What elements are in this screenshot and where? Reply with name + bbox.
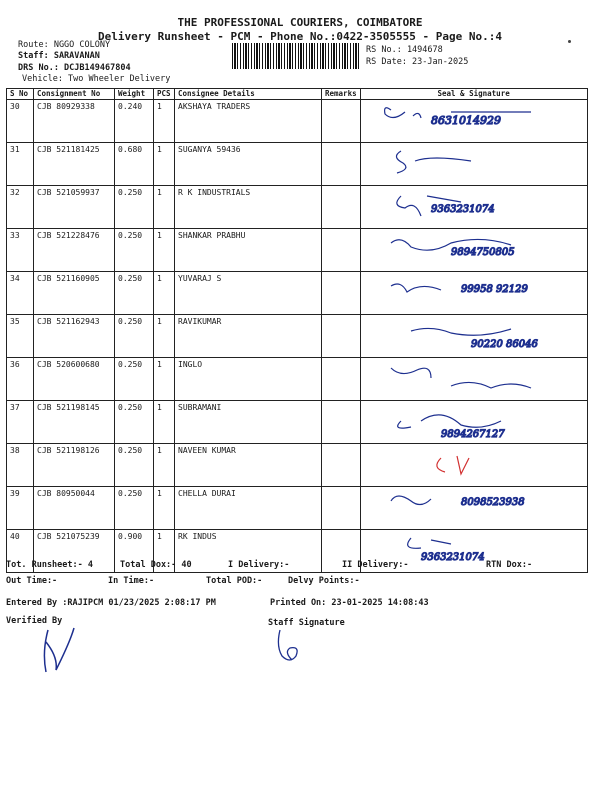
handwritten-signature [361, 186, 581, 224]
rs-date: RS Date: 23-Jan-2025 [366, 57, 469, 67]
delvy-points: Delvy Points:- [288, 576, 360, 586]
handwritten-signature [361, 487, 581, 525]
svg-text:9894750805: 9894750805 [450, 247, 515, 258]
row-pcs: 1 [154, 401, 175, 444]
row-consignment-no: CJB 521198126 [34, 444, 115, 487]
handwritten-signature [361, 100, 581, 138]
rs-no: RS No.: 1494678 [366, 45, 443, 55]
row-consignee: RAVIKUMAR [175, 315, 322, 358]
table-header-row [7, 89, 588, 100]
row-consignee: YUVARAJ S [175, 272, 322, 315]
staff-label: Staff: SARAVANAN [18, 51, 100, 61]
row-sno: 38 [7, 444, 34, 487]
row-signature-cell [360, 100, 587, 143]
row-consignee: NAVEEN KUMAR [175, 444, 322, 487]
col-consignee: Consignee Details [175, 89, 322, 100]
verified-by-label: Verified By [6, 616, 63, 626]
row-remarks [322, 315, 361, 358]
row-signature-cell [360, 315, 587, 358]
route-label: Route: NGGO COLONY [18, 40, 111, 50]
handwritten-signature [361, 143, 581, 181]
entered-by: Entered By :RAJIPCM 01/23/2025 2:08:17 PM [6, 598, 216, 608]
row-sno: 39 [7, 487, 34, 530]
row-consignment-no: CJB 80950044 [34, 487, 115, 530]
col-signature: Seal & Signature [360, 89, 587, 100]
row-consignment-no: CJB 521075239 [34, 530, 115, 573]
row-pcs: 1 [154, 358, 175, 401]
row-pcs: 1 [154, 100, 175, 143]
row-remarks [322, 487, 361, 530]
verified-by-signature [30, 622, 90, 682]
row-pcs: 1 [154, 272, 175, 315]
svg-text:9363231074: 9363231074 [430, 204, 495, 215]
row-weight: 0.250 [115, 186, 154, 229]
total-pod: Total POD:- [206, 576, 263, 586]
print-speck [568, 40, 571, 43]
row-weight: 0.250 [115, 401, 154, 444]
row-consignee: SUBRAMANI [175, 401, 322, 444]
table-row [7, 358, 588, 401]
col-consignment: Consignment No [34, 89, 115, 100]
staff-signature-label: Staff Signature [268, 618, 345, 628]
row-consignee: R K INDUSTRIALS [175, 186, 322, 229]
row-sno: 32 [7, 186, 34, 229]
row-pcs: 1 [154, 444, 175, 487]
total-dox: Total Dox:- 40 [120, 560, 192, 570]
row-consignment-no: CJB 521160905 [34, 272, 115, 315]
row-pcs: 1 [154, 315, 175, 358]
row-sno: 30 [7, 100, 34, 143]
col-sno: S No [7, 89, 34, 100]
row-consignment-no: CJB 521228476 [34, 229, 115, 272]
row-weight: 0.900 [115, 530, 154, 573]
printed-on: Printed On: 23-01-2025 14:08:43 [270, 598, 429, 608]
row-consignment-no: CJB 520600680 [34, 358, 115, 401]
svg-text:90220 86046: 90220 86046 [470, 339, 538, 350]
tot-runsheet: Tot. Runsheet:- 4 [6, 560, 93, 570]
handwritten-signature [361, 444, 581, 482]
handwritten-signature [361, 358, 581, 396]
row-remarks [322, 272, 361, 315]
row-consignment-no: CJB 521198145 [34, 401, 115, 444]
document-subtitle: Delivery Runsheet - PCM - Phone No.:0422-3505555 - Page No.:4 [98, 30, 502, 43]
row-signature-cell [360, 272, 587, 315]
row-sno: 34 [7, 272, 34, 315]
table-row [7, 186, 588, 229]
table-row [7, 315, 588, 358]
ii-delivery: II Delivery:- [342, 560, 409, 570]
barcode [232, 43, 360, 69]
row-remarks [322, 401, 361, 444]
drs-label: DRS No.: DCJB149467804 [18, 63, 131, 73]
row-pcs: 1 [154, 229, 175, 272]
row-signature-cell [360, 487, 587, 530]
in-time: In Time:- [108, 576, 155, 586]
row-signature-cell [360, 229, 587, 272]
row-signature-cell [360, 143, 587, 186]
col-weight: Weight [115, 89, 154, 100]
svg-text:8631014929: 8631014929 [430, 114, 501, 127]
row-sno: 33 [7, 229, 34, 272]
row-sno: 31 [7, 143, 34, 186]
row-remarks [322, 143, 361, 186]
runsheet-table [6, 88, 588, 573]
out-time: Out Time:- [6, 576, 58, 586]
table-row [7, 143, 588, 186]
table-row [7, 444, 588, 487]
handwritten-signature [361, 229, 581, 267]
table-row [7, 487, 588, 530]
svg-text:99958 92129: 99958 92129 [460, 284, 528, 295]
row-weight: 0.250 [115, 358, 154, 401]
row-pcs: 1 [154, 143, 175, 186]
table-row [7, 401, 588, 444]
row-consignment-no: CJB 521162943 [34, 315, 115, 358]
row-consignee: CHELLA DURAI [175, 487, 322, 530]
row-signature-cell [360, 358, 587, 401]
row-weight: 0.250 [115, 315, 154, 358]
document-title: THE PROFESSIONAL COURIERS, COIMBATORE [177, 16, 423, 29]
i-delivery: I Delivery:- [228, 560, 290, 570]
table-row [7, 100, 588, 143]
row-consignee: AKSHAYA TRADERS [175, 100, 322, 143]
row-sno: 35 [7, 315, 34, 358]
vehicle-label: Vehicle: Two Wheeler Delivery [22, 74, 171, 84]
row-consignment-no: CJB 521181425 [34, 143, 115, 186]
row-consignee: SHANKAR PRABHU [175, 229, 322, 272]
handwritten-signature [361, 401, 581, 439]
svg-text:9363231074: 9363231074 [420, 552, 485, 563]
col-remarks: Remarks [322, 89, 361, 100]
row-consignee: SUGANYA 59436 [175, 143, 322, 186]
row-consignment-no: CJB 80929338 [34, 100, 115, 143]
row-remarks [322, 444, 361, 487]
staff-signature-mark [270, 626, 320, 676]
row-pcs: 1 [154, 487, 175, 530]
row-remarks [322, 358, 361, 401]
row-pcs: 1 [154, 530, 175, 573]
row-consignment-no: CJB 521059937 [34, 186, 115, 229]
row-sno: 36 [7, 358, 34, 401]
row-weight: 0.240 [115, 100, 154, 143]
handwritten-signature [361, 315, 581, 353]
handwritten-signature [361, 272, 581, 310]
svg-text:9894267127: 9894267127 [440, 429, 505, 439]
row-sno: 37 [7, 401, 34, 444]
table-row [7, 272, 588, 315]
row-remarks [322, 229, 361, 272]
row-consignee: INGLO [175, 358, 322, 401]
row-weight: 0.250 [115, 487, 154, 530]
row-weight: 0.250 [115, 444, 154, 487]
row-remarks [322, 186, 361, 229]
row-signature-cell [360, 444, 587, 487]
row-remarks [322, 100, 361, 143]
row-weight: 0.250 [115, 272, 154, 315]
row-sno: 40 [7, 530, 34, 573]
row-weight: 0.680 [115, 143, 154, 186]
row-pcs: 1 [154, 186, 175, 229]
col-pcs: PCS [154, 89, 175, 100]
svg-text:8098523938: 8098523938 [460, 497, 525, 508]
row-signature-cell [360, 186, 587, 229]
rtn-dox: RTN Dox:- [486, 560, 533, 570]
row-consignee: RK INDUS [175, 530, 322, 573]
table-row [7, 229, 588, 272]
row-weight: 0.250 [115, 229, 154, 272]
row-signature-cell [360, 401, 587, 444]
